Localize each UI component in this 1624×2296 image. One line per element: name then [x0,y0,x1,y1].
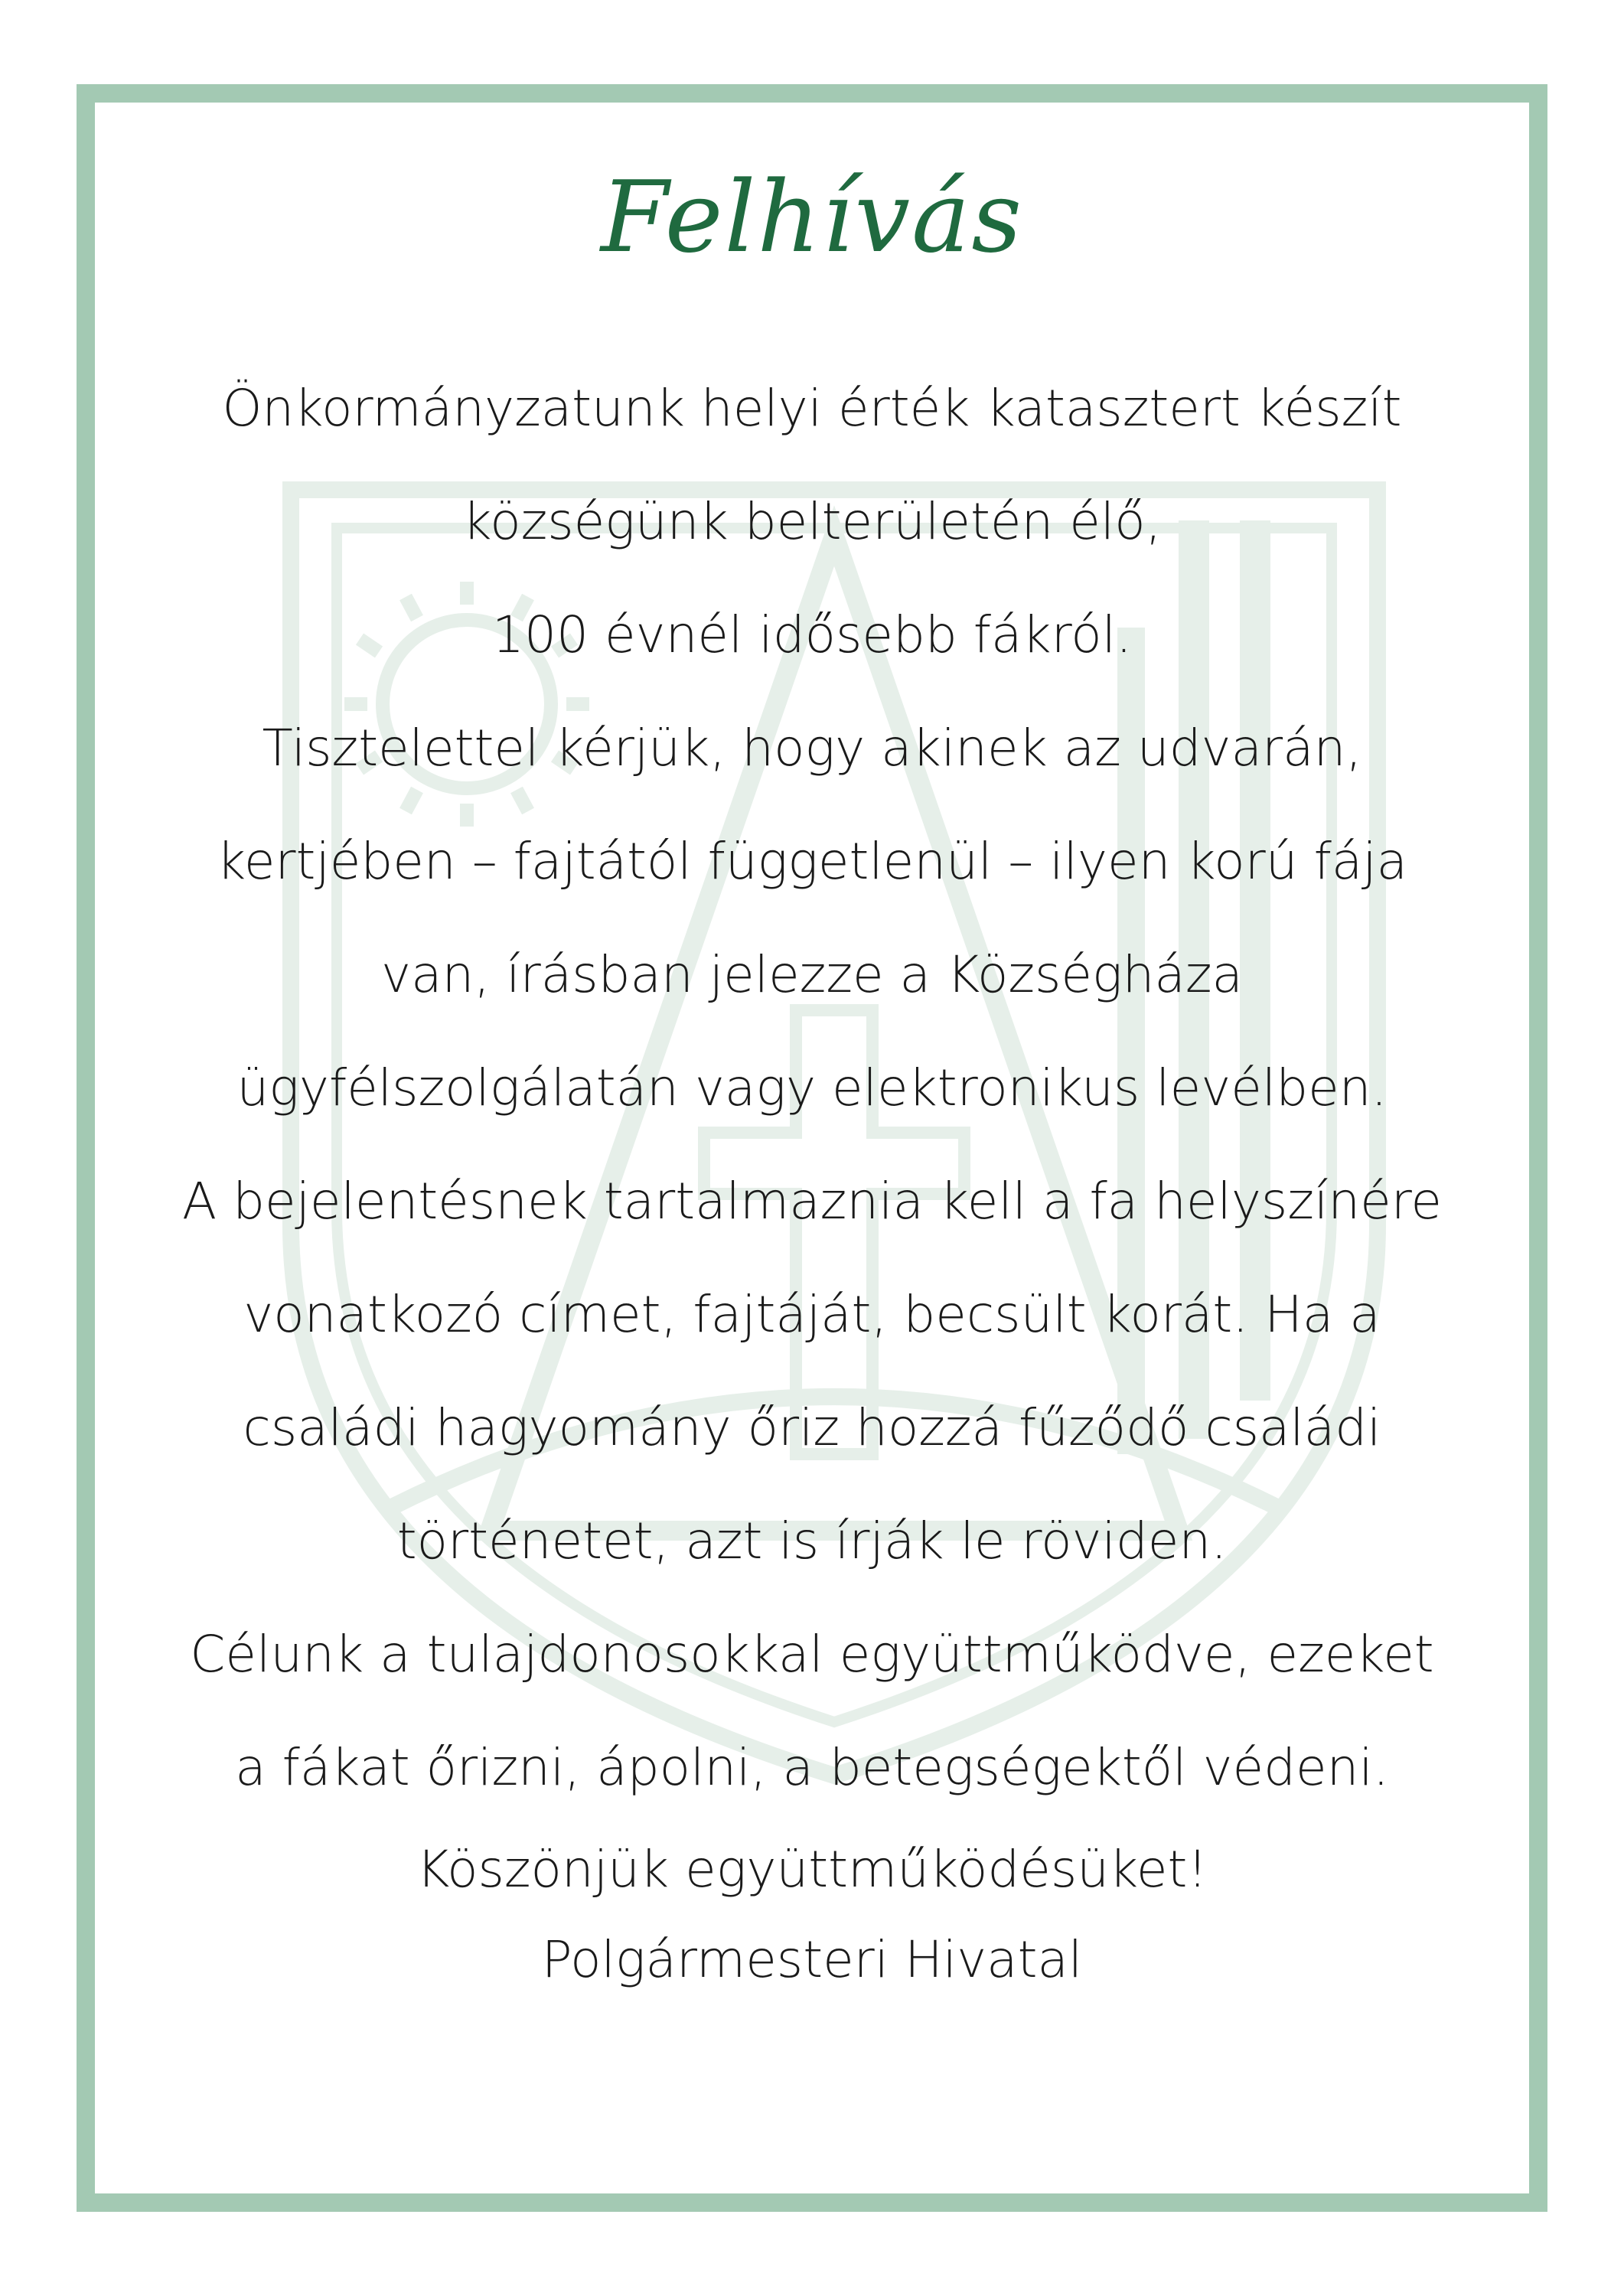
notice-line: 100 évnél idősebb fákról. [491,605,1133,664]
notice-line: családi hagyomány őriz hozzá fűződő családi [243,1398,1381,1457]
notice-line: Célunk a tulajdonosokkal együttműködve, ezeket [190,1625,1434,1684]
notice-line: van, írásban jelezze a Községháza [381,945,1243,1004]
notice-signature: Polgármesteri Hivatal [541,1930,1083,1989]
notice-closing: Köszönjük együttműködésüket! [416,1840,1208,1899]
notice-line: kertjében – fajtától függetlenül – ilyen korú fája [216,832,1408,891]
notice-line: községünk belterületén élő, [462,492,1162,551]
notice-line: ügyfélszolgálatán vagy elektronikus levélben. [236,1058,1388,1117]
notice-line: vonatkozó címet, fajtáját, becsült korát. Ha a [243,1285,1381,1344]
notice-line: Önkormányzatunk helyi érték katasztert készít [222,379,1402,438]
notice-line: a fákat őrizni, ápolni, a betegségektől védeni. [235,1738,1389,1797]
notice-line: A bejelentésnek tartalmaznia kell a fa helyszínére [181,1172,1443,1231]
page-title: Felhívás [600,161,1024,275]
notice-body [122,352,1502,2005]
notice-line: történetet, azt is írják le röviden. [396,1512,1228,1570]
notice-line: Tisztelettel kérjük, hogy akinek az udvarán, [262,719,1362,778]
